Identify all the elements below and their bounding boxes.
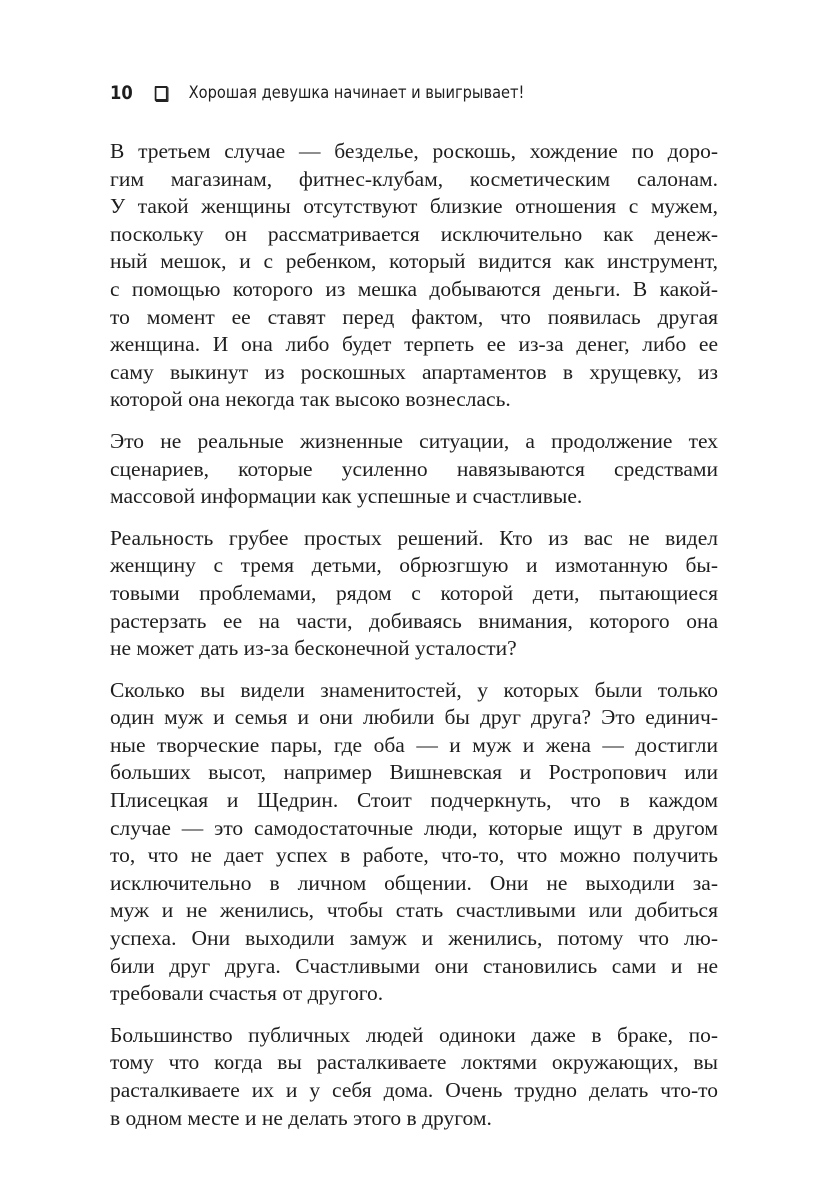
text-line: в одном месте и не делать этого в другом. <box>110 1105 492 1130</box>
paragraph <box>110 1022 718 1132</box>
text-line: Это не реальные жизненные ситуации, а продолжение тех <box>110 428 718 453</box>
paragraph <box>110 138 718 414</box>
text-line: тому что когда вы расталкиваете локтями окружающих, вы <box>110 1050 718 1075</box>
page-number: 10 <box>110 82 133 104</box>
paragraph <box>110 677 718 1008</box>
text-line: женщина. И она либо будет терпеть ее из-за денег, либо ее <box>110 332 718 357</box>
text-line: Большинство публичных людей одиноки даже в браке, по- <box>110 1022 718 1047</box>
text-line: расталкиваете их и у себя дома. Очень трудно делать что-то <box>110 1078 718 1102</box>
text-line: успеха. Они выходили замуж и женились, потому что лю- <box>110 926 718 951</box>
text-line: ный мешок, и с ребенком, который видится как инструмент, <box>110 249 718 274</box>
text-line: Реальность грубее простых решений. Кто из вас не видел <box>110 525 718 550</box>
text-line: не может дать из-за бесконечной усталости? <box>110 636 517 661</box>
text-line: В третьем случае — безделье, роскошь, хождение по доро- <box>110 139 718 163</box>
text-line: то, что не дает успех в работе, что-то, что можно получить <box>110 843 718 868</box>
page-body <box>110 138 718 1146</box>
text-line: гим магазинам, фитнес-клубам, косметическим салонам. <box>110 166 718 191</box>
text-line: больших высот, например Вишневская и Ростропович или <box>110 760 718 785</box>
running-header <box>110 82 524 104</box>
text-line: случае — это самодостаточные люди, которые ищут в другом <box>110 815 718 840</box>
text-line: Сколько вы видели знаменитостей, у которых были только <box>110 677 718 702</box>
text-line: Плисецкая и Щедрин. Стоит подчеркнуть, что в каждом <box>110 788 718 813</box>
text-line: женщину с тремя детьми, обрюзгшую и измотанную бы- <box>110 553 718 578</box>
text-line: ные творческие пары, где оба — и муж и жена — достигли <box>110 732 718 757</box>
paragraph <box>110 428 718 511</box>
text-line: У такой женщины отсутствуют близкие отношения с мужем, <box>110 194 718 219</box>
book-title: Хорошая девушка начинает и выигрывает! <box>188 83 525 103</box>
text-line: с помощью которого из мешка добываются деньги. В какой- <box>110 276 718 301</box>
text-line: муж и не женились, чтобы стать счастливыми или добиться <box>110 898 718 923</box>
paragraph <box>110 525 718 663</box>
text-line: исключительно в личном общении. Они не выходили за- <box>110 870 718 895</box>
text-line: поскольку он рассматривается исключительно как денеж- <box>110 221 718 246</box>
text-line: массовой информации как успешные и счастливые. <box>110 484 583 509</box>
text-line: один муж и семья и они любили бы друг друга? Это единич- <box>110 705 718 730</box>
text-line: которой она некогда так высоко вознеслась. <box>110 387 511 412</box>
text-line: растерзать ее на части, добиваясь внимания, которого она <box>110 608 718 633</box>
text-line: требовали счастья от другого. <box>110 981 384 1006</box>
square-bullet-icon <box>155 86 168 101</box>
text-line: саму выкинут из роскошных апартаментов в хрущевку, из <box>110 359 718 384</box>
text-line: били друг друга. Счастливыми они становились сами и не <box>110 953 718 978</box>
text-line: товыми проблемами, рядом с которой дети, пытающиеся <box>110 580 718 605</box>
text-line: то момент ее ставят перед фактом, что появилась другая <box>110 304 718 329</box>
text-line: сценариев, которые усиленно навязываются средствами <box>110 456 718 481</box>
